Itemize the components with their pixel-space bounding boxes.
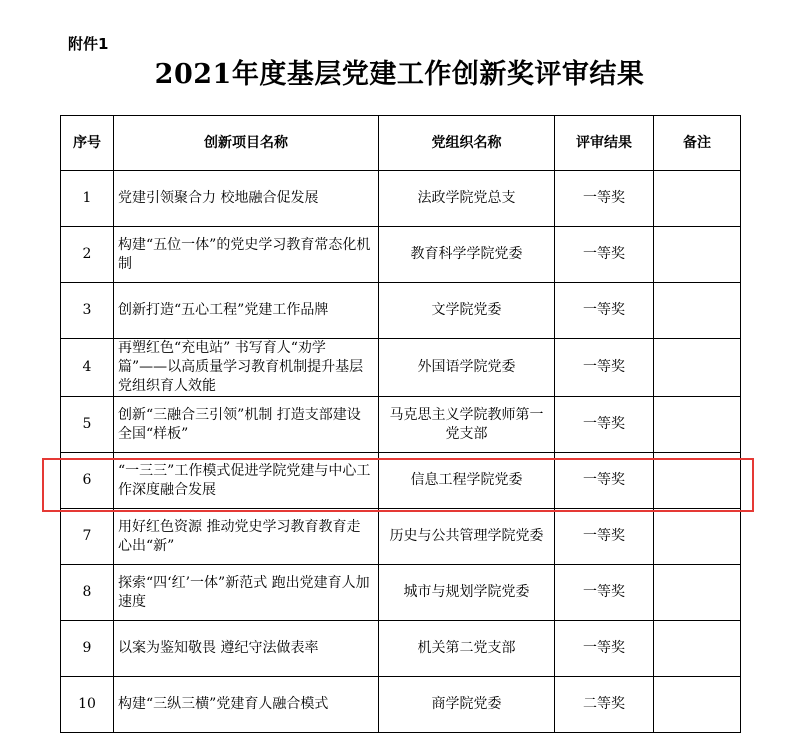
- row-number: 7: [61, 509, 114, 565]
- row-number: 1: [61, 171, 114, 227]
- project-name: 再塑红色“充电站” 书写育人“劝学篇”——以高质量学习教育机制提升基层党组织育人效能: [114, 339, 379, 397]
- org-name: 法政学院党总支: [379, 171, 555, 227]
- row-number: 5: [61, 397, 114, 453]
- org-name: 信息工程学院党委: [379, 453, 555, 509]
- org-name: 历史与公共管理学院党委: [379, 509, 555, 565]
- result: 一等奖: [555, 565, 654, 621]
- note: [654, 227, 741, 283]
- result: 一等奖: [555, 283, 654, 339]
- project-name: “一三三”工作模式促进学院党建与中心工作深度融合发展: [114, 453, 379, 509]
- header-note: 备注: [654, 116, 741, 171]
- row-number: 10: [61, 677, 114, 733]
- attachment-label: 附件1: [68, 35, 109, 53]
- note: [654, 171, 741, 227]
- result: 一等奖: [555, 453, 654, 509]
- org-name: 商学院党委: [379, 677, 555, 733]
- table-row: [61, 283, 741, 339]
- result: 一等奖: [555, 227, 654, 283]
- note: [654, 565, 741, 621]
- org-name: 城市与规划学院党委: [379, 565, 555, 621]
- table-row: [61, 621, 741, 677]
- table-row-highlighted: [61, 453, 741, 509]
- org-name: 马克思主义学院教师第一党支部: [379, 397, 555, 453]
- org-name: 教育科学学院党委: [379, 227, 555, 283]
- project-name: 探索“四‘红’一体”新范式 跑出党建育人加速度: [114, 565, 379, 621]
- header-no: 序号: [61, 116, 114, 171]
- table-row: [61, 565, 741, 621]
- table-header-row: [61, 116, 741, 171]
- table-row: [61, 171, 741, 227]
- row-number: 6: [61, 453, 114, 509]
- note: [654, 339, 741, 397]
- result: 二等奖: [555, 677, 654, 733]
- table-row: [61, 677, 741, 733]
- project-name: 构建“三纵三横”党建育人融合模式: [114, 677, 379, 733]
- note: [654, 509, 741, 565]
- result: 一等奖: [555, 397, 654, 453]
- document-title: 2021年度基层党建工作创新奖评审结果: [154, 59, 645, 90]
- project-name: 党建引领聚合力 校地融合促发展: [114, 171, 379, 227]
- row-number: 9: [61, 621, 114, 677]
- table-row: [61, 339, 741, 397]
- row-number: 8: [61, 565, 114, 621]
- project-name: 创新打造“五心工程”党建工作品牌: [114, 283, 379, 339]
- header-project: 创新项目名称: [114, 116, 379, 171]
- note: [654, 677, 741, 733]
- row-number: 2: [61, 227, 114, 283]
- result: 一等奖: [555, 509, 654, 565]
- project-name: 以案为鉴知敬畏 遵纪守法做表率: [114, 621, 379, 677]
- results-table: [60, 115, 741, 733]
- table-row: [61, 509, 741, 565]
- project-name: 创新“三融合三引领”机制 打造支部建设全国“样板”: [114, 397, 379, 453]
- header-result: 评审结果: [555, 116, 654, 171]
- table-row: [61, 227, 741, 283]
- org-name: 机关第二党支部: [379, 621, 555, 677]
- header-org: 党组织名称: [379, 116, 555, 171]
- row-number: 4: [61, 339, 114, 397]
- note: [654, 453, 741, 509]
- result: 一等奖: [555, 621, 654, 677]
- project-name: 构建“五位一体”的党史学习教育常态化机制: [114, 227, 379, 283]
- row-number: 3: [61, 283, 114, 339]
- result: 一等奖: [555, 339, 654, 397]
- note: [654, 397, 741, 453]
- project-name: 用好红色资源 推动党史学习教育教育走心出“新”: [114, 509, 379, 565]
- org-name: 外国语学院党委: [379, 339, 555, 397]
- table-row: [61, 397, 741, 453]
- note: [654, 621, 741, 677]
- org-name: 文学院党委: [379, 283, 555, 339]
- note: [654, 283, 741, 339]
- result: 一等奖: [555, 171, 654, 227]
